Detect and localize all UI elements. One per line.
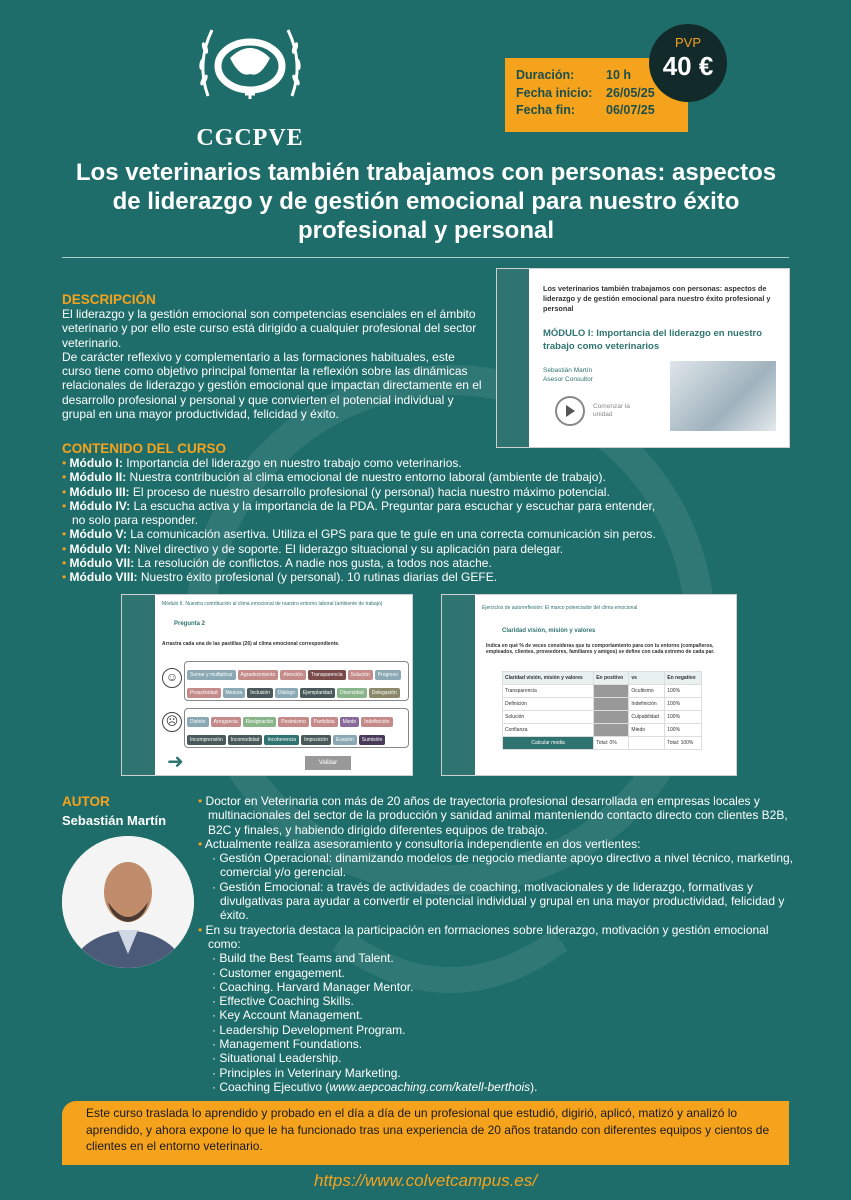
emotion-chip[interactable]: Agradecimiento: [238, 670, 279, 680]
exercise-subtitle: Claridad visión, misión y valores: [502, 628, 596, 634]
doctors-photo: [670, 361, 776, 431]
author-section: [62, 794, 166, 828]
sad-face-icon: ☹: [162, 712, 182, 732]
description-section: [62, 292, 487, 421]
org-name: CGCPVE: [196, 125, 304, 151]
negative-drop-zone[interactable]: [184, 708, 409, 748]
emotion-chip[interactable]: Ejemplaridad: [300, 688, 335, 698]
table-row: Definición Indefinición 100%: [503, 698, 702, 711]
validate-button[interactable]: Validar: [305, 756, 351, 770]
emotion-chip[interactable]: Incomprensión: [187, 735, 226, 745]
emotion-chip[interactable]: Evasión: [333, 735, 357, 745]
website-link[interactable]: https://www.colvetcampus.es/: [314, 1171, 537, 1190]
list-item: • Módulo III: El proceso de nuestro desarrollo profesional (y personal) hacia nuestro máximo potencial.: [62, 484, 610, 499]
price-badge: [649, 24, 727, 102]
calc-average-button[interactable]: Calcular media: [503, 737, 594, 750]
emotion-chip[interactable]: Distrés: [187, 717, 209, 727]
list-item: • Módulo I: Importancia del liderazgo en nuestro trabajo como veterinarios.: [62, 456, 462, 470]
end-label: Fecha fin:: [516, 103, 576, 117]
positive-drop-zone[interactable]: [184, 661, 409, 701]
list-item: • Módulo II: Nuestra contribución al clima emocional de nuestro entorno laboral (ambiente de trabajo).: [62, 470, 606, 485]
preview-author: Sebastián Martín Asesor Consultor: [543, 367, 593, 383]
course-preview-3: [441, 594, 737, 776]
list-item: • Módulo V: La comunicación asertiva. Utiliza el GPS para que te guíe en una correcta comunicación sin peros.: [62, 527, 656, 542]
table-row: Confianza Miedo 100%: [503, 724, 702, 737]
author-name: Sebastián Martín: [62, 813, 167, 828]
emotion-chip[interactable]: Diversidad: [337, 688, 367, 698]
start-label: Fecha inicio:: [516, 85, 593, 100]
emotion-chip[interactable]: Diálogo: [275, 688, 298, 698]
emotion-chip[interactable]: Indefinición: [361, 717, 392, 727]
emotion-chip[interactable]: Incomodidad: [228, 735, 263, 745]
contents-heading: CONTENIDO DEL CURSO: [62, 441, 227, 456]
emotion-chip[interactable]: Incoherencia: [264, 735, 299, 745]
divider: [62, 257, 789, 258]
list-item: • Módulo VII: La resolución de conflictos. A nadie nos gusta, a todos nos atache.: [62, 556, 492, 571]
preview3-header: Ejercicios de autorreflexión: El marco potenciador del clima emocional: [482, 605, 638, 611]
emotion-chip[interactable]: Solución: [348, 670, 373, 680]
emotion-chip[interactable]: Resignación: [243, 717, 277, 727]
emotion-chip[interactable]: Transparencia: [308, 670, 346, 680]
happy-face-icon: ☺: [162, 668, 182, 688]
list-item: • Módulo VIII: Nuestro éxito profesional (y personal). 10 rutinas diarias del GEFE.: [62, 570, 498, 585]
emotion-chip[interactable]: Atención: [280, 670, 305, 680]
list-item: • Módulo IV: La escucha activa y la importancia de la PDA. Preguntar para escuchar y escuchar para entender, no solo para responder.: [62, 498, 656, 528]
description-heading: DESCRIPCIÓN: [62, 292, 156, 307]
table-row: Solución Culpabilidad 100%: [503, 711, 702, 724]
next-arrow-icon[interactable]: ➜: [167, 751, 184, 773]
start-value: 26/05/25: [606, 85, 655, 100]
price-label: PVP: [674, 35, 701, 50]
exercise-instruction: Indica en qué % de veces consideras que tu comportamiento para con tu entorno (compañeros, empleados, clientes, proveedores, familiares y amigos) se define con cada extremo de cada par.: [486, 643, 715, 655]
description-p2: De carácter reflexivo y complementario a las formaciones habituales, este curso tiene como objetivo principal fomentar la reflexión sobre las dinámicas relacionales de liderazgo y gestión emocional que impactan directamente en el desarrollo profesional y personal y que convierten el potencial individual y grupal en una mayor productividad, felicidad y éxito.: [62, 349, 482, 422]
author-heading: AUTOR: [62, 794, 110, 809]
emotion-chip[interactable]: Imposición: [301, 735, 331, 745]
emotion-chip[interactable]: Miedo: [340, 717, 360, 727]
coaching-link[interactable]: www.aepcoaching.com/katell-berthois: [329, 1079, 531, 1094]
author-photo: [62, 836, 194, 968]
emotion-chip[interactable]: Mesura: [223, 688, 246, 698]
author-bio: • Doctor en Veterinaria con más de 20 años de trayectoria profesional desarrollada en empresas locales y multinacionales del sector de la producción y sanidad animal manteniendo contacto directo con clientes B2B, B2C y finales, y habiendo dirigido diferentes equipos de trabajo. • Actualmente realiza asesoramiento y consultoría independiente en dos vertientes: · Gestión Operacional: dinamizando modelos de negocio mediante apoyo directivo a nivel técnico, marketing, comercial y/o gerencial. · Gestión Emocional: a través de actividades de coaching, motivacionales y de liderazgo, formativas y divulgativas para ayudar a convertir el potencial individual y grupal en una mayor productividad, felicidad y éxito. • En su trayectoria destaca la participación en formaciones sobre liderazgo, motivación y gestión emocional como: · Build the Best Teams and Talent. · Customer engagement. · Coaching. Harvard Manager Mentor. · Effective Coaching Skills. · Key Account Management. · Leadership Development Program. · Management Foundations. · Situational Leadership. · Principles in Veterinary Marketing. · Coaching Ejecutivo (www.aepcoaching.com/katell-berthois).: [198, 794, 794, 1094]
description-p1: El liderazgo y la gestión emocional son competencias esenciales en el ámbito veterinario y por ello este curso está dirigido a cualquier profesional del sector veterinario.: [62, 307, 477, 350]
duration-label: Duración:: [516, 68, 575, 82]
duration-value: 10 h: [606, 68, 632, 82]
emotion-chip[interactable]: Sumar y multiplicar: [187, 670, 236, 680]
question-label: Pregunta 2: [174, 621, 206, 627]
course-title: Los veterinarios también trabajamos con personas: aspectos de liderazgo y de gestión emocional para nuestro éxito profesional y personal: [75, 159, 777, 244]
start-unit-label: Comenzar la unidad: [593, 403, 630, 418]
list-item: • Módulo VI: Nivel directivo y de soporte. El liderazgo situacional y su aplicación para delegar.: [62, 541, 564, 556]
course-preview-2: [121, 594, 413, 776]
preview2-header: Módulo II. Nuestra contribución al clima emocional de nuestro entorno laboral (ambiente de trabajo): [162, 601, 383, 607]
emotion-chip[interactable]: Pesimismo: [278, 717, 308, 727]
emotion-chip[interactable]: Partidista: [311, 717, 338, 727]
play-button[interactable]: [555, 396, 585, 426]
course-preview-1: [496, 268, 790, 448]
emotion-chip[interactable]: Proactividad: [187, 688, 221, 698]
emotion-chip[interactable]: Delegación: [369, 688, 400, 698]
emotion-chip[interactable]: Sumisión: [359, 735, 386, 745]
table-row: Transparencia Ocultismo 100%: [503, 685, 702, 698]
end-value: 06/07/25: [606, 103, 655, 117]
summary-box: Este curso traslada lo aprendido y probado en el día a día de un profesional que estudió, digirió, aplicó, matizó y analizó lo aprendido, y ahora expone lo que le ha funcionado tras una experiencia de 20 años tratando con diferentes equipos y cientos de clientes en el entorno veterinario.: [62, 1101, 789, 1165]
question-instruction: Arrastra cada una de las pastillas (26) al clima emocional correspondiente.: [162, 641, 340, 647]
emotion-chip[interactable]: Arrogancia: [211, 717, 241, 727]
modules-list: [62, 456, 712, 585]
price-value: 40 €: [662, 51, 714, 81]
contents-section: [62, 441, 712, 585]
org-logo: [190, 8, 310, 152]
preview-module: MÓDULO I: Importancia del liderazgo en nuestro trabajo como veterinarios: [543, 328, 763, 352]
preview-title: Los veterinarios también trabajamos con personas: aspectos de liderazgo y de gestión emocional para nuestro éxito profesional y personal: [543, 284, 771, 313]
laurel-icon: [190, 8, 310, 118]
preview-sidebar: [497, 269, 529, 447]
reflection-table: Claridad visión, misión y valores En positivo vs En negativo Transparencia Ocultismo 100% Definición Indefinición 100% Solución Culpabilidad 100% Confianza Miedo 100% Calcular media Total: 0% Total: 100%: [502, 671, 702, 750]
emotion-chip[interactable]: Progreso: [375, 670, 401, 680]
emotion-chip[interactable]: Inclusión: [247, 688, 273, 698]
